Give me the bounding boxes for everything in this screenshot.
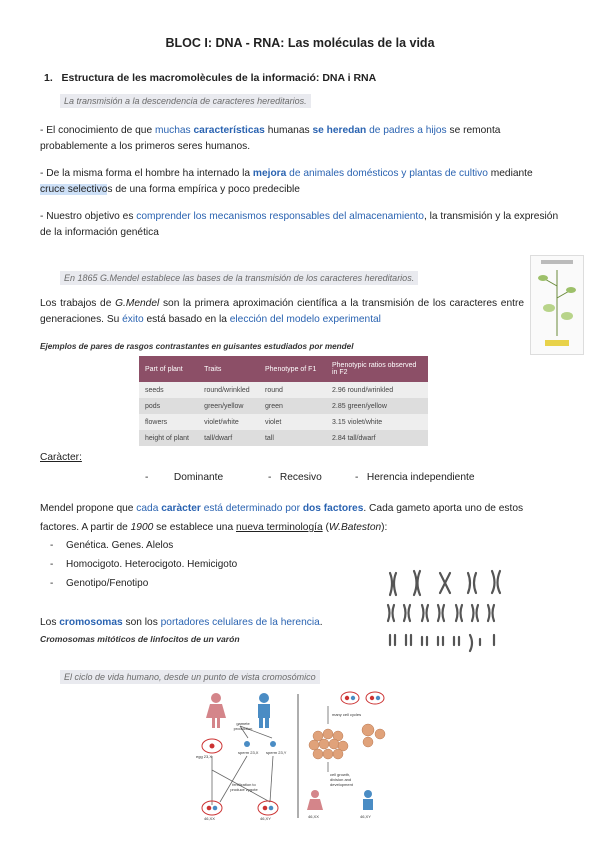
caracter-item: - Recesivo xyxy=(268,472,322,483)
life-cycle-graphics xyxy=(190,690,415,822)
caracter-label: Caràcter: xyxy=(40,452,82,463)
pea-plant-icon xyxy=(531,256,583,354)
column-header: Part of plant xyxy=(139,356,198,382)
female-adult-icon xyxy=(307,790,323,810)
highlight-subtitle xyxy=(60,91,311,109)
cell-cycles-label: many cell cycles xyxy=(332,712,362,717)
column-header: Phenotype of F1 xyxy=(259,356,326,382)
table-caption: Ejemplos de pares de rasgos contrastantes en guisantes estudiados por mendel xyxy=(40,342,354,351)
paragraph-mejora: - De la misma forma el hombre ha internado la mejora de animales domésticos y plantas de cultivo mediante cruce selectivos de una forma empírica y poco predecible xyxy=(40,168,533,195)
section-heading: 1. Estructura de les macromolècules de la informació: DNA i RNA xyxy=(44,72,377,84)
highlight-mendel: En 1865 G.Mendel establece las bases de la transmisión de los caracteres hereditarios. xyxy=(60,268,418,286)
life-cycle-diagram xyxy=(190,690,415,822)
paragraph-cromosomas: Los cromosomas son los portadores celulares de la herencia. xyxy=(40,617,323,628)
sperm-y-label: sperm 23,Y xyxy=(266,750,287,755)
terminology-list xyxy=(48,540,237,597)
list-item: - Genética. Genes. Alelos xyxy=(48,540,237,559)
column-header: Phenotypic ratios observed in F2 xyxy=(326,356,428,382)
caracter-item: - Herencia independiente xyxy=(355,472,475,483)
traits-table xyxy=(139,356,428,446)
column-header: Traits xyxy=(198,356,259,382)
paragraph-objetivo: - Nuestro objetivo es comprender los mecanismos responsables del almacenamiento, la transmisión y la expresión de la información genética xyxy=(40,211,559,238)
table-row: flowers violet/white violet 3.15 violet/white xyxy=(139,414,428,430)
page-title: BLOC I: DNA - RNA: Las moléculas de la vida xyxy=(165,36,435,50)
pea-plant-figure xyxy=(530,255,584,355)
cell-cluster-icon xyxy=(309,724,385,759)
zygote-xy-label: 46,XY xyxy=(260,816,271,821)
chromosome-caption: Cromosomas mitóticos de linfocitos de un varón xyxy=(40,634,240,644)
adult-xy-label: 46,XY xyxy=(360,814,371,819)
table-header-row xyxy=(139,356,428,382)
table-row: seeds round/wrinkled round 2.96 round/wrinkled xyxy=(139,382,428,398)
male-adult-icon xyxy=(363,790,373,810)
table-row: height of plant tall/dwarf tall 2.84 tall/dwarf xyxy=(139,430,428,446)
male-figure-icon xyxy=(258,693,270,728)
table-row: pods green/yellow green 2.85 green/yellow xyxy=(139,398,428,414)
karyotype-image xyxy=(384,565,509,660)
highlight-ciclo: El ciclo de vida humano, desde un punto de vista cromosómico xyxy=(60,667,320,685)
sperm-x-label: sperm 23,X xyxy=(238,750,259,755)
egg-label: egg 23,X xyxy=(196,754,213,759)
list-item: - Genotipo/Fenotipo xyxy=(48,578,237,597)
paragraph-factores: Mendel propone que cada caràcter está determinado por dos factores. Cada gameto aporta uno de estos factores. A partir de 1900 se establece una nueva terminología (W.Bateston): xyxy=(40,503,524,533)
adult-xx-label: 46,XX xyxy=(308,814,319,819)
list-item: - Homocigoto. Heterocigoto. Hemicigoto xyxy=(48,559,237,578)
caracter-item: - Dominante xyxy=(145,472,224,483)
zygote-xx-label: 46,XX xyxy=(204,816,215,821)
fertilization-label: fertilization to produce zygote xyxy=(230,782,258,792)
gamete-label: gamete production xyxy=(233,721,253,731)
growth-label: cell growth, division and development xyxy=(330,772,353,787)
highlight-text: La transmisión a la descendencia de caracteres hereditarios. xyxy=(60,94,311,108)
paragraph-herencia: - El conocimiento de que muchas características humanas se heredan de padres a hijos se remonta probablemente a los primeros seres humanos. xyxy=(40,125,501,152)
female-figure-icon xyxy=(206,693,226,728)
paragraph-mendel: Los trabajos de G.Mendel son la primera aproximación científica a la transmisión de los caracteres entre generaciones. Su éxito está basado en la elección del modelo experimental xyxy=(40,298,524,325)
chromosome-karyotype-icon xyxy=(384,565,509,660)
